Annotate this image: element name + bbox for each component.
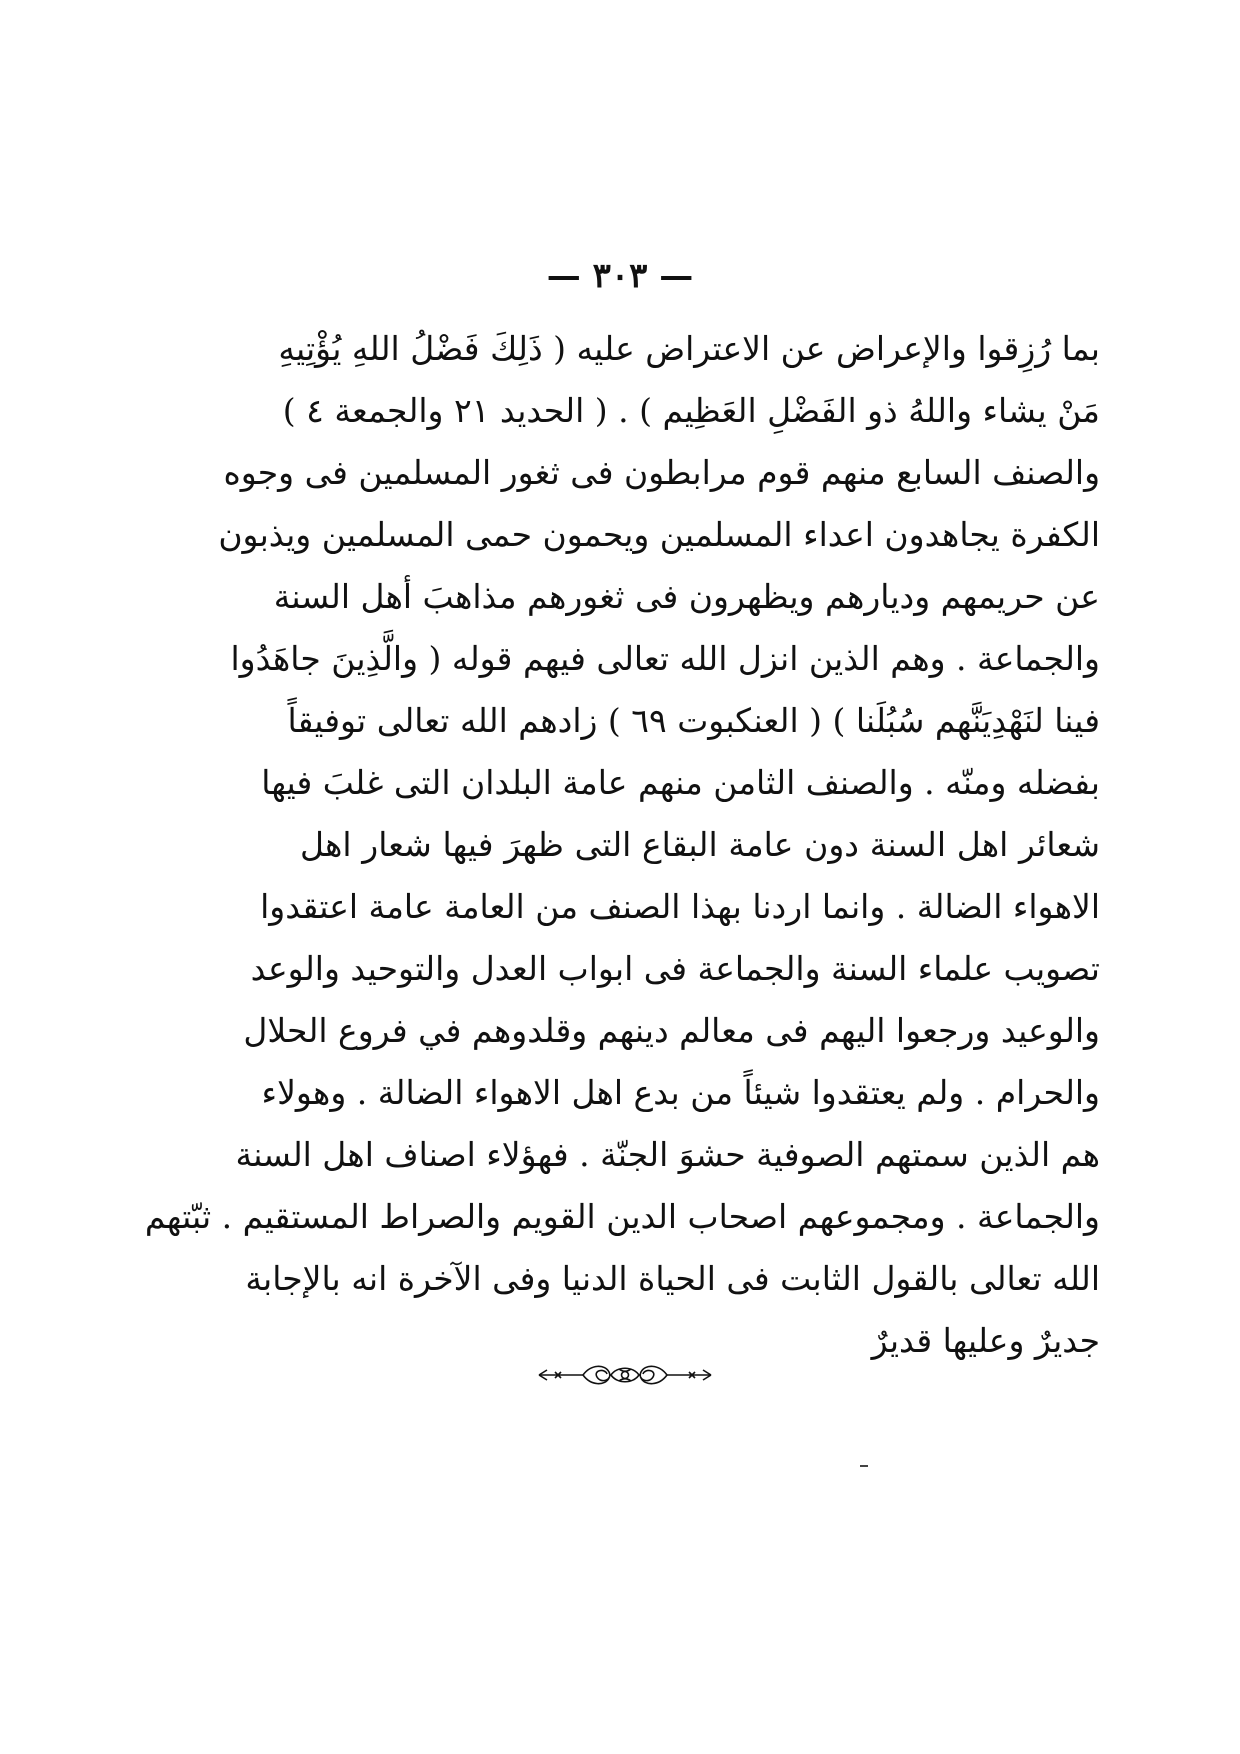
text-line: والجماعة . ومجموعهم اصحاب الدين القويم والصراط المستقيم . ثبّتهم [144, 1197, 1100, 1236]
text-line: الاهواء الضالة . وانما اردنا بهذا الصنف من العامة عامة اعتقدوا [260, 887, 1100, 926]
text-line: بفضله ومنّه . والصنف الثامن منهم عامة البلدان التى غلبَ فيها [261, 763, 1100, 802]
text-line: والحرام . ولم يعتقدوا شيئاً من بدع اهل الاهواء الضالة . وهولاء [261, 1073, 1100, 1112]
text-line: هم الذين سمتهم الصوفية حشوَ الجنّة . فهؤلاء اصناف اهل السنة [235, 1135, 1100, 1174]
text-line: الله تعالى بالقول الثابت فى الحياة الدنيا وفى الآخرة انه بالإجابة [245, 1259, 1100, 1298]
text-line: تصويب علماء السنة والجماعة فى ابواب العدل والتوحيد والوعد [250, 949, 1100, 988]
text-line: جديرٌ وعليها قديرٌ [871, 1321, 1100, 1360]
text-line: والجماعة . وهم الذين انزل الله تعالى فيهم قوله ( والَّذِينَ جاهَدُوا [230, 639, 1100, 678]
text-line: شعائر اهل السنة دون عامة البقاع التى ظهرَ فيها شعار اهل [300, 825, 1100, 864]
text-line: مَنْ يشاء واللهُ ذو الفَضْلِ العَظِيم ) . ( الحديد ٢١ والجمعة ٤ ) [282, 391, 1100, 430]
text-line: الكفرة يجاهدون اعداء المسلمين ويحمون حمى المسلمين ويذبون [218, 515, 1100, 554]
text-line: فينا لنَهْدِيَنَّهم سُبُلَنا ) ( العنكبوت ٦٩ ) زادهم الله تعالى توفيقاً [287, 701, 1100, 740]
page-number: — ٣٠٣ — [546, 256, 694, 296]
ornament-divider [535, 1360, 715, 1390]
text-line: عن حريمهم وديارهم ويظهرون فى ثغورهم مذاهبَ أهل السنة [273, 577, 1100, 616]
body-text [144, 318, 1100, 1372]
text-line: والصنف السابع منهم قوم مرابطون فى ثغور المسلمين فى وجوه [223, 453, 1100, 492]
text-line: بما رُزِقوا والإعراض عن الاعتراض عليه ( ذَلِكَ فَضْلُ اللهِ يُؤْتِيهِ [278, 329, 1100, 368]
scan-speck [860, 1465, 868, 1467]
text-line: والوعيد ورجعوا اليهم فى معالم دينهم وقلدوهم في فروع الحلال [243, 1011, 1100, 1050]
